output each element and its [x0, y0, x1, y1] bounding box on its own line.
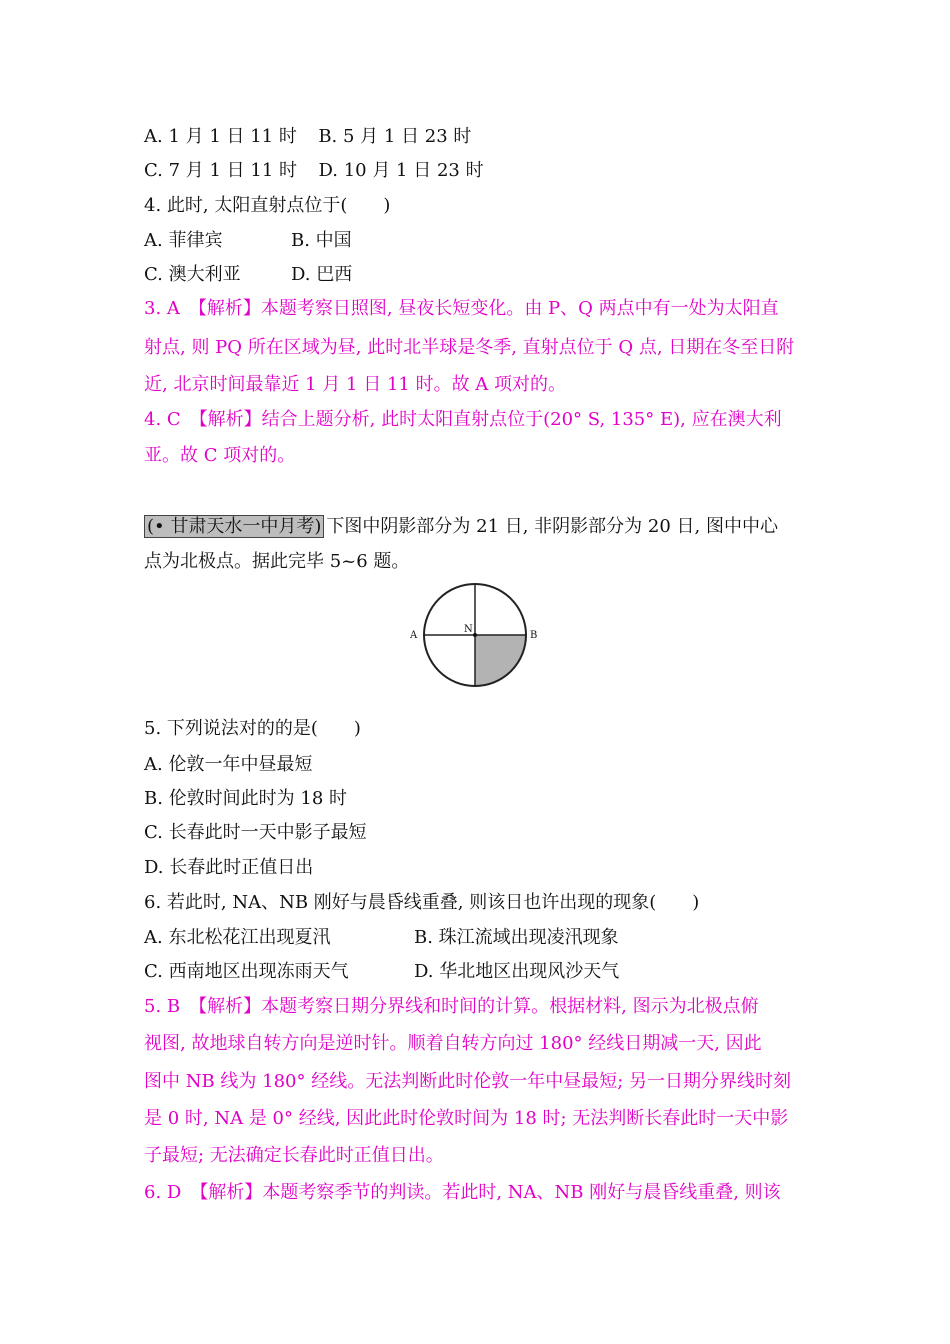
q5-option-d: D. 长春此时正值日出 [144, 857, 314, 878]
q5-option-c: C. 长春此时一天中影子最短 [144, 822, 367, 843]
q3-option-d: D. 10 月 1 日 23 时 [318, 160, 484, 181]
q5-stem: 5. 下列说法对的的是( ) [144, 718, 361, 739]
source-tag: (• 甘肃天水一中月考) [144, 515, 324, 538]
q4-option-a: A. 菲律宾 [144, 230, 223, 251]
answer-5-line-3: 图中 NB 线为 180° 经线。无法判断此时伦敦一年中昼最短; 另一日期分界线时刻 [144, 1071, 792, 1092]
q3-option-a: A. 1 月 1 日 11 时 [144, 126, 297, 147]
q4-options-row-2 [144, 262, 352, 288]
q3-option-c: C. 7 月 1 日 11 时 [144, 160, 297, 181]
q6-options-row-2 [144, 959, 619, 985]
answer-6-line-1: 6. D 【解析】本题考察季节的判读。若此时, NA、NB 刚好与晨昏线重叠, 则该 [144, 1182, 781, 1203]
q4-options-row-1 [144, 228, 352, 254]
q6-options-row-1 [144, 925, 619, 951]
q4-option-d: D. 巴西 [291, 264, 353, 285]
q4-option-c: C. 澳大利亚 [144, 264, 241, 285]
q6-option-b: B. 珠江流域出现凌汛现象 [414, 927, 619, 948]
label-n: N [464, 624, 473, 635]
intro-line-1 [144, 514, 778, 540]
intro-line-2: 点为北极点。据此完毕 5~6 题。 [144, 551, 410, 572]
q3-options-row-2 [144, 158, 484, 184]
label-a: A [410, 630, 418, 641]
answer-3-line-3: 近, 北京时间最靠近 1 月 1 日 11 时。故 A 项对的。 [144, 374, 567, 395]
answer-4-line-2: 亚。故 C 项对的。 [144, 445, 296, 466]
label-b: B [530, 630, 538, 641]
q6-option-d: D. 华北地区出现风沙天气 [414, 961, 620, 982]
intro-text-1: 下图中阴影部分为 21 日, 非阴影部分为 20 日, 图中中心 [326, 516, 778, 537]
q3-option-b: B. 5 月 1 日 23 时 [318, 126, 472, 147]
answer-4-line-1: 4. C 【解析】结合上题分析, 此时太阳直射点位于(20° S, 135° E), 应在澳大利 [144, 409, 782, 430]
answer-3-line-1: 3. A 【解析】本题考察日照图, 昼夜长短变化。由 P、Q 两点中有一处为太阳直 [144, 298, 779, 319]
q6-stem: 6. 若此时, NA、NB 刚好与晨昏线重叠, 则该日也许出现的现象( ) [144, 892, 700, 913]
q4-stem: 4. 此时, 太阳直射点位于( ) [144, 195, 391, 216]
q5-option-b: B. 伦敦时间此时为 18 时 [144, 788, 348, 809]
q4-option-b: B. 中国 [291, 230, 352, 251]
q5-option-a: A. 伦敦一年中昼最短 [144, 754, 313, 775]
q6-option-a: A. 东北松花江出现夏汛 [144, 927, 331, 948]
answer-5-line-4: 是 0 时, NA 是 0° 经线, 因此此时伦敦时间为 18 时; 无法判断长春此时一天中影 [144, 1108, 789, 1129]
answer-5-line-2: 视图, 故地球自转方向是逆时针。顺着自转方向过 180° 经线日期减一天, 因此 [144, 1033, 762, 1054]
answer-5-line-1: 5. B 【解析】本题考察日期分界线和时间的计算。根据材料, 图示为北极点俯 [144, 996, 759, 1017]
answer-3-line-2: 射点, 则 PQ 所在区域为昼, 此时北半球是冬季, 直射点位于 Q 点, 日期在冬至日附 [144, 337, 795, 358]
north-pole-point [473, 633, 477, 637]
polar-view-diagram [408, 583, 548, 693]
answer-5-line-5: 子最短; 无法确定长春此时正值日出。 [144, 1145, 444, 1166]
q3-options-row-1 [144, 124, 471, 150]
q6-option-c: C. 西南地区出现冻雨天气 [144, 961, 349, 982]
